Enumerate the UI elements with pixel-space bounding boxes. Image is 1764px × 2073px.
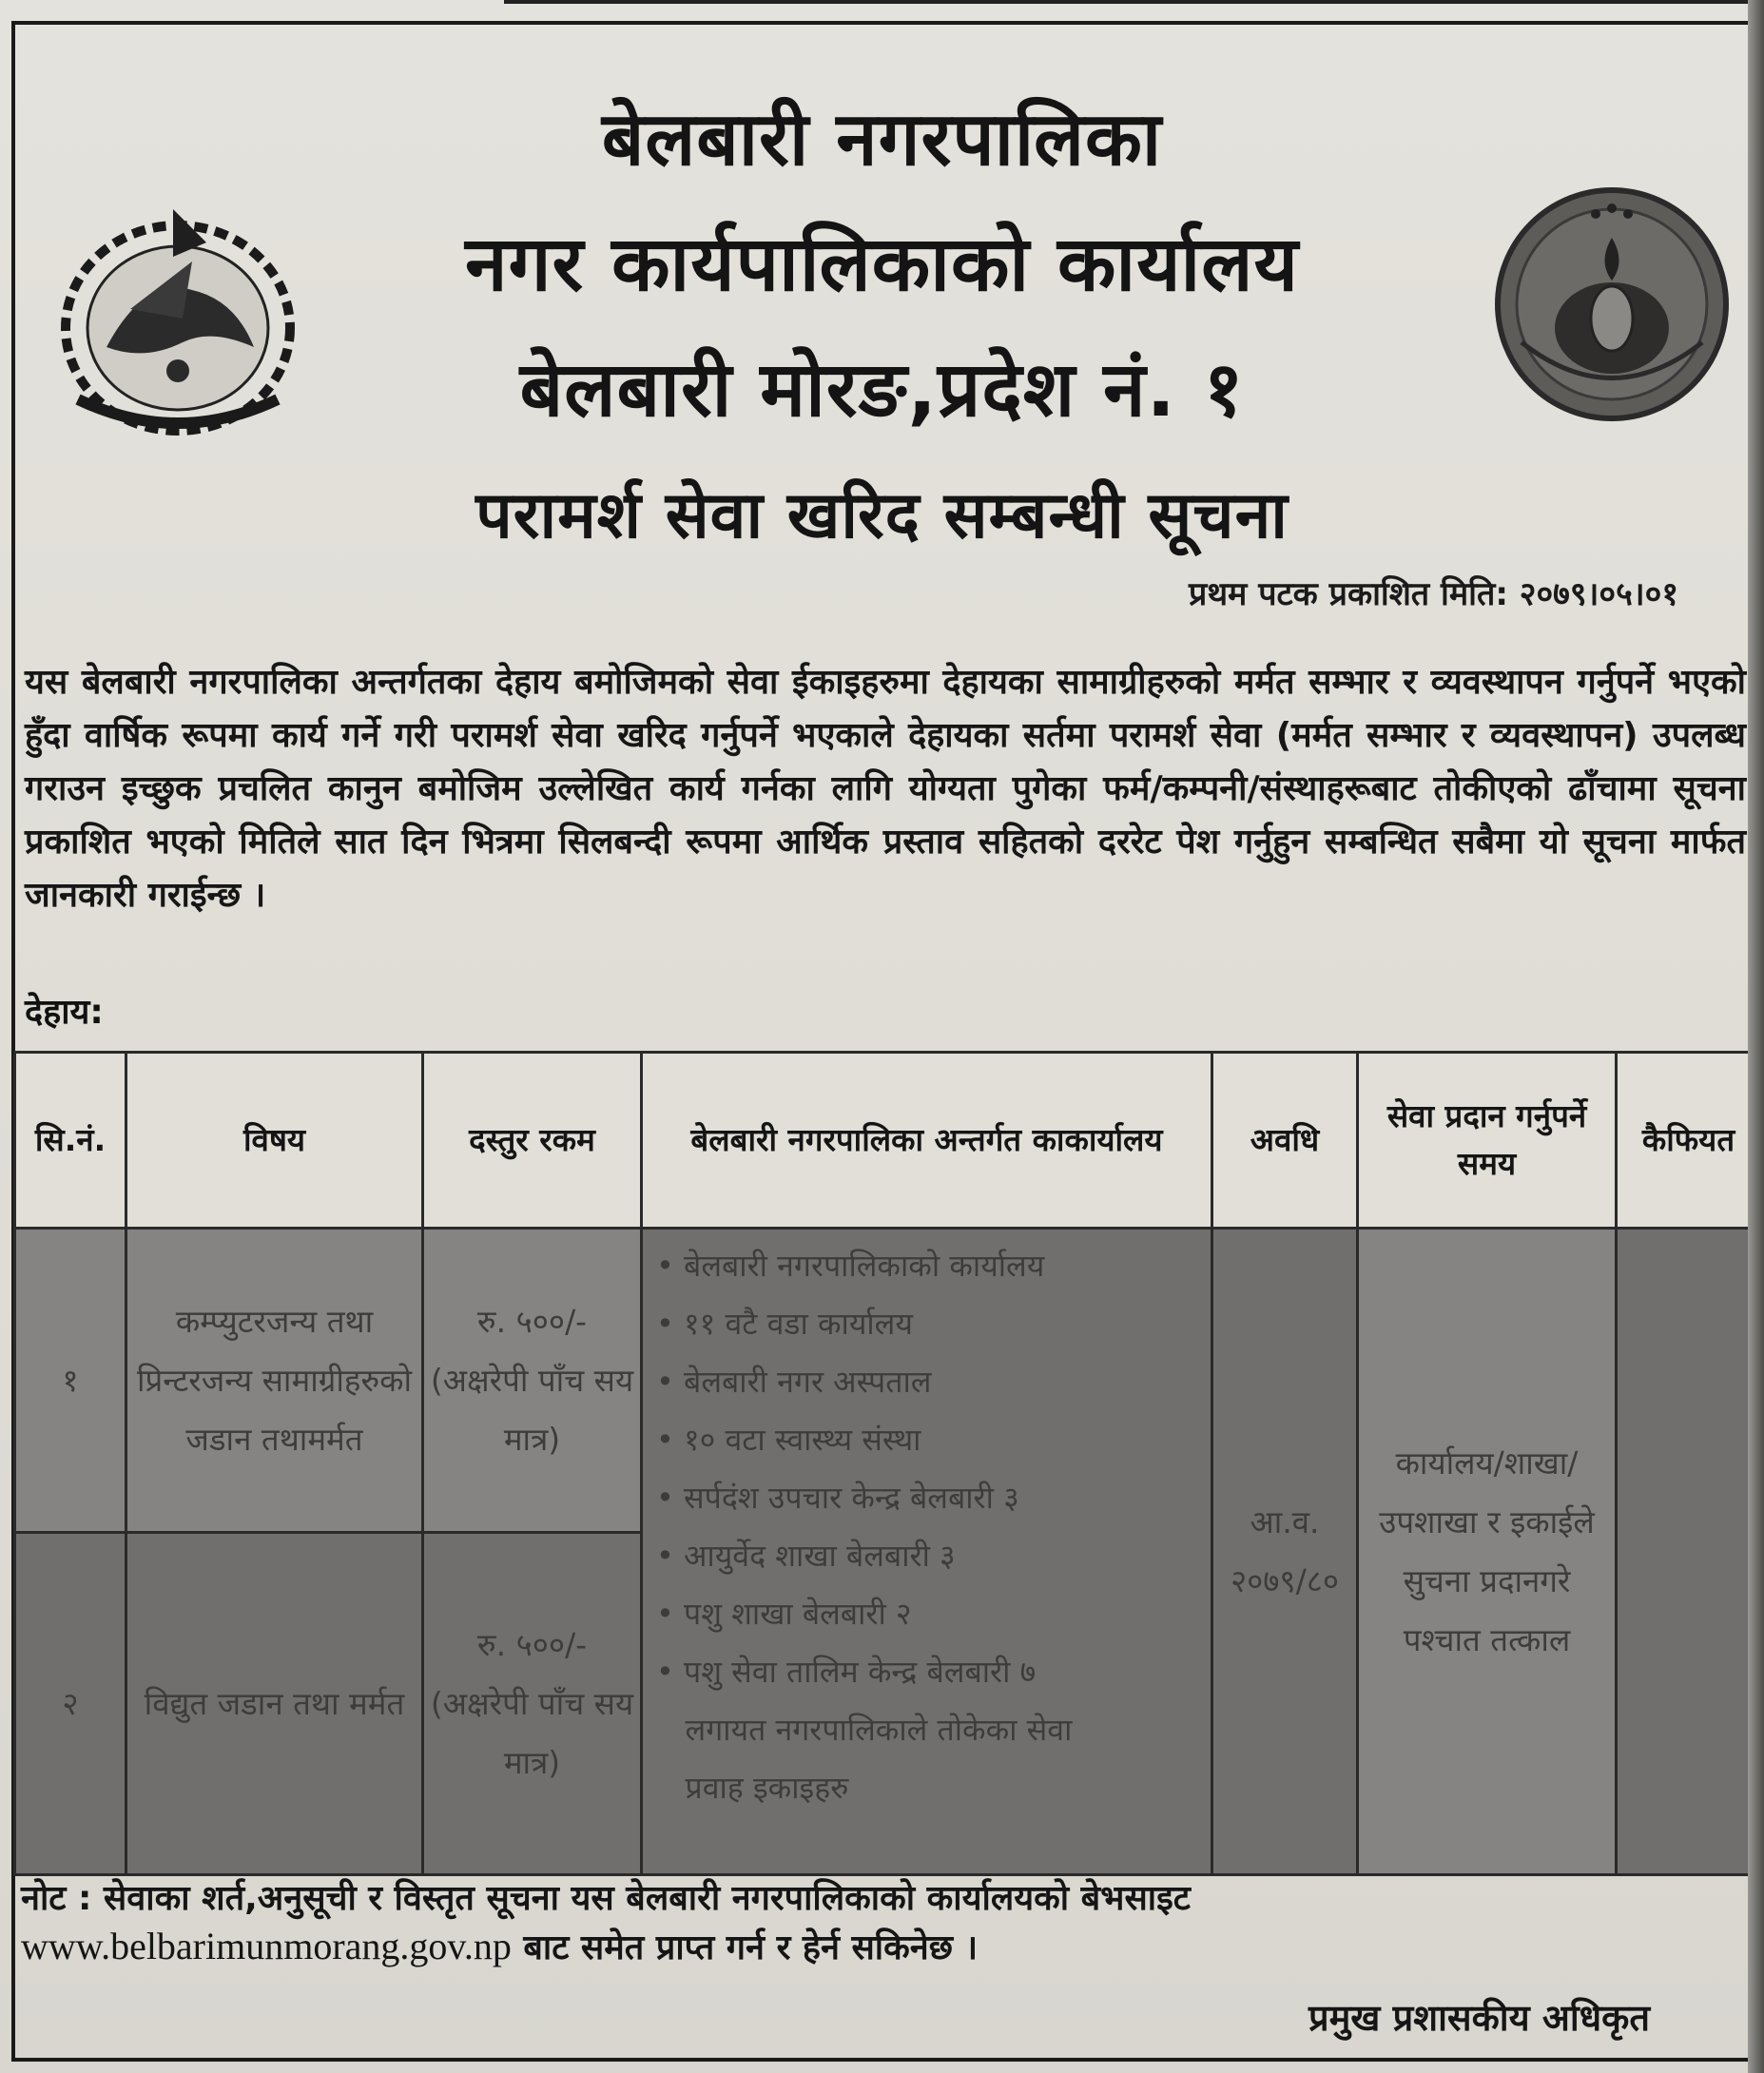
note-text-after: बाट समेत प्राप्त गर्न र हेर्न सकिनेछ । (511, 1928, 979, 1967)
office-list (656, 1237, 1201, 1817)
header-period: अवधि (1212, 1053, 1358, 1229)
dehay-label: देहाय: (25, 993, 104, 1032)
service-time-cell: कार्यालय/शाखा/ उपशाखा र इकाईले सुचना प्रदानगरे पश्चात तत्काल (1358, 1229, 1617, 1875)
list-item: • बेलबारी नगर अस्पताल (656, 1353, 1201, 1411)
header-offices: बेलबारी नगरपालिका अन्तर्गत काकार्यालय (642, 1053, 1212, 1229)
row-sn: १ (15, 1229, 126, 1533)
office-name: नगर कार्यपालिकाको कार्यालय (465, 220, 1299, 308)
signature-title: प्रमुख प्रशासकीय अधिकृत (1308, 1997, 1650, 2039)
row-fee: रु. ५००/- (अक्षरेपी पाँच सय मात्र) (423, 1533, 642, 1875)
period-cell: आ.व. २०७९/८० (1212, 1229, 1358, 1875)
footer-note (21, 1875, 1752, 1972)
row-subject: कम्प्युटरजन्य तथा प्रिन्टरजन्य सामाग्रीहरुको जडान तथामर्मत (126, 1229, 423, 1533)
row-sn: २ (15, 1533, 126, 1875)
list-item: • सर्पदंश उपचार केन्द्र बेलबारी ३ (656, 1469, 1201, 1527)
table-header-row (15, 1053, 1761, 1229)
remarks-cell (1617, 1229, 1761, 1875)
list-item: • पशु शाखा बेलबारी २ (656, 1585, 1201, 1643)
top-rule (504, 0, 1764, 4)
office-list-cell (642, 1229, 1212, 1875)
table-row (15, 1229, 1761, 1533)
list-item: • ११ वटै वडा कार्यालय (656, 1295, 1201, 1353)
office-location: बेलबारी मोरङ,प्रदेश नं. १ (519, 345, 1245, 434)
list-item: प्रवाह इकाइहरु (685, 1770, 849, 1806)
website-link[interactable]: www.belbarimunmorang.gov.np (21, 1925, 512, 1967)
note-second-line (21, 1923, 1752, 1972)
notice-paragraph: यस बेलबारी नगरपालिका अन्तर्गतका देहाय बमोजिमको सेवा ईकाइहरुमा देहायका सामाग्रीहरुको मर्मत सम्भार र व्यवस्थापन गर्नुपर्ने भएको हुँदा वार्षिक रूपमा कार्य गर्ने गरी परामर्श सेवा खरिद गर्नुपर्ने भएकाले देहायका सर्तमा परामर्श सेवा (मर्मत सम्भार र व्यवस्थापन) उपलब्ध गराउन इच्छुक प्रचलित कानुन बमोजिम उल्लेखित कार्य गर्नका लागि योग्यता पुगेका फर्म/कम्पनी/संस्थाहरूबाट तोकीएको ढाँचामा सूचना प्रकाशित भएको मितिले सात दिन भित्रमा सिलबन्दी रूपमा आर्थिक प्रस्ताव सहितको दररेट पेश गर्नुहुन सम्बन्धित सबैमा यो सूचना मार्फत जानकारी गराईन्छ । (25, 663, 1746, 915)
list-item: • १० वटा स्वास्थ्य संस्था (656, 1411, 1201, 1469)
list-item: लगायत नगरपालिकाले तोकेका सेवा (685, 1712, 1073, 1748)
header-sn: सि.नं. (15, 1053, 126, 1229)
header-fee: दस्तुर रकम (423, 1053, 642, 1229)
row-subject: विद्युत जडान तथा मर्मत (126, 1533, 423, 1875)
services-table (13, 1051, 1762, 1876)
note-text: नोट : सेवाका शर्त,अनुसूची र विस्तृत सूचना यस बेलबारी नगरपालिकाको कार्यालयको बेभसाइट (21, 1879, 1191, 1918)
row-fee: रु. ५००/- (अक्षरेपी पाँच सय मात्र) (423, 1229, 642, 1533)
notice-title: परामर्श सेवा खरिद सम्बन्धी सूचना (475, 478, 1289, 553)
list-item: • बेलबारी नगरपालिकाको कार्यालय (656, 1237, 1201, 1295)
header-service-time: सेवा प्रदान गर्नुपर्ने समय (1358, 1053, 1617, 1229)
municipality-name: बेलबारी नगरपालिका (601, 97, 1163, 183)
list-item: • पशु सेवा तालिम केन्द्र बेलबारी ७ (656, 1643, 1201, 1701)
header-remarks: कैफियत (1617, 1053, 1761, 1229)
page-edge-shadow (1748, 0, 1764, 2073)
publication-date: प्रथम पटक प्रकाशित मिति: २०७९।०५।०१ (1188, 575, 1678, 613)
list-item: • आयुर्वेद शाखा बेलबारी ३ (656, 1527, 1201, 1585)
header-subject: विषय (126, 1053, 423, 1229)
